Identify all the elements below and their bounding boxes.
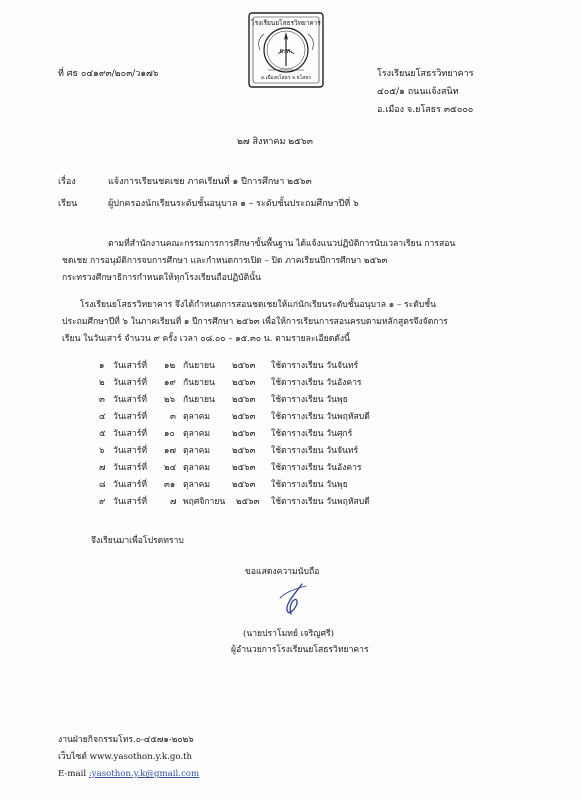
schedule-date: ๗ bbox=[170, 497, 177, 507]
email-link[interactable]: :yasothon.y.k@gmail.com bbox=[88, 769, 200, 779]
schedule-no: ๑ bbox=[99, 361, 105, 371]
svg-text:โรงเรียนยโสธรวิทยาคาร: โรงเรียนยโสธรวิทยาคาร bbox=[251, 19, 321, 27]
schedule-day: วันเสาร์ที่ bbox=[113, 446, 147, 456]
recipient-text: ผู้ปกครองนักเรียนระดับชั้นอนุบาล ๑ – ระดับชั้นประถมศึกษาปีที่ ๖ bbox=[108, 199, 359, 209]
para1-line2: ชดเชย การอนุมัติการจบการศึกษา และกำหนดการเปิด – ปิด ภาคเรียนปีการศึกษา ๒๕๖๓ bbox=[62, 256, 388, 266]
subject-text: แจ้งการเรียนชดเชย ภาคเรียนที่ ๑ ปีการศึกษา ๒๕๖๓ bbox=[108, 177, 312, 187]
address-line-2: อ.เมือง จ.ยโสธร ๓๕๐๐๐ bbox=[377, 105, 474, 115]
address-line-1: ๔๐๕/๑ ถนนแจ้งสนิท bbox=[377, 87, 459, 97]
schedule-year: ๒๕๖๓ bbox=[232, 429, 256, 439]
schedule-month: ตุลาคม bbox=[183, 429, 211, 439]
schedule-year: ๒๕๖๓ bbox=[232, 480, 256, 490]
schedule-timetable: ใช้ตารางเรียน วันจันทร์ bbox=[271, 446, 359, 456]
list-item bbox=[0, 445, 582, 459]
schedule-day: วันเสาร์ที่ bbox=[113, 429, 147, 439]
schedule-timetable: ใช้ตารางเรียน วันจันทร์ bbox=[271, 361, 359, 371]
list-item bbox=[0, 394, 582, 408]
schedule-day: วันเสาร์ที่ bbox=[113, 463, 147, 473]
para2-line3: เรียน ในวันเสาร์ จำนวน ๙ ครั้ง เวลา ๐๘.๐๐ – ๑๕.๓๐ น. ตามรายละเอียดดังนี้ bbox=[62, 334, 350, 344]
schedule-month: พฤศจิกายน bbox=[183, 497, 226, 507]
schedule-timetable: ใช้ตารางเรียน วันอังคาร bbox=[271, 378, 362, 388]
list-item bbox=[0, 360, 582, 374]
schedule-timetable: ใช้ตารางเรียน วันพุธ bbox=[271, 480, 348, 490]
schedule-day: วันเสาร์ที่ bbox=[113, 480, 147, 490]
schedule-year: ๒๕๖๓ bbox=[232, 378, 256, 388]
list-item bbox=[0, 462, 582, 476]
schedule-day: วันเสาร์ที่ bbox=[113, 361, 147, 371]
schedule-day: วันเสาร์ที่ bbox=[113, 395, 147, 405]
schedule-date: ๓๑ bbox=[164, 480, 176, 490]
para2-line1: โรงเรียนยโสธรวิทยาคาร จึงได้กำหนดการสอนชดเชยให้แก่นักเรียนระดับชั้นอนุบาล ๑ – ระดับชั้น bbox=[80, 300, 436, 310]
schedule-no: ๔ bbox=[99, 412, 106, 422]
schedule-month: ตุลาคม bbox=[183, 463, 211, 473]
schedule-date: ๑๒ bbox=[164, 361, 176, 371]
schedule-year: ๒๕๖๓ bbox=[232, 446, 256, 456]
schedule-month: ตุลาคม bbox=[183, 412, 211, 422]
school-seal-logo bbox=[246, 10, 326, 90]
schedule-month: ตุลาคม bbox=[183, 446, 211, 456]
schedule-year: ๒๕๖๓ bbox=[232, 395, 256, 405]
footer-email bbox=[58, 769, 199, 780]
schedule-year: ๒๕๖๓ bbox=[236, 497, 260, 507]
schedule-month: กันยายน bbox=[183, 395, 215, 405]
schedule-day: วันเสาร์ที่ bbox=[113, 378, 147, 388]
schedule-timetable: ใช้ตารางเรียน วันอังคาร bbox=[271, 463, 362, 473]
schedule-timetable: ใช้ตารางเรียน วันศุกร์ bbox=[271, 429, 353, 439]
schedule-year: ๒๕๖๓ bbox=[232, 463, 256, 473]
schedule-date: ๑๙ bbox=[164, 378, 176, 388]
schedule-timetable: ใช้ตารางเรียน วันพฤหัสบดี bbox=[271, 412, 370, 422]
signer-name: (นายปราโมทย์ เจริญศรี) bbox=[243, 629, 335, 639]
schedule-timetable: ใช้ตารางเรียน วันพฤหัสบดี bbox=[271, 497, 370, 507]
list-item bbox=[0, 411, 582, 425]
para1-line1: ตามที่สำนักงานคณะกรรมการการศึกษาขั้นพื้นฐาน ได้แจ้งแนวปฏิบัติการนับเวลาเรียน การสอน bbox=[108, 239, 456, 249]
closing-regards: ขอแสดงความนับถือ bbox=[245, 567, 320, 577]
list-item bbox=[0, 479, 582, 493]
subject-label: เรื่อง bbox=[58, 177, 76, 187]
schedule-no: ๖ bbox=[99, 446, 105, 456]
schedule-day: วันเสาร์ที่ bbox=[113, 412, 147, 422]
schedule-date: ๒๖ bbox=[164, 395, 176, 405]
list-item bbox=[0, 377, 582, 391]
schedule-year: ๒๕๖๓ bbox=[232, 412, 256, 422]
schedule-no: ๕ bbox=[99, 429, 106, 439]
recipient-label: เรียน bbox=[58, 199, 78, 209]
school-name: โรงเรียนยโสธรวิทยาคาร bbox=[377, 69, 474, 79]
footer-department: งานฝ่ายกิจกรรมโทร.๐-๔๕๗๑-๒๐๒๖ bbox=[58, 735, 194, 745]
schedule-date: ๑๐ bbox=[164, 429, 175, 439]
para2-line2: ประถมศึกษาปีที่ ๖ ในภาคเรียนที่ ๑ ปีการศึกษา ๒๕๖๓ เพื่อให้การเรียนการสอนครบตามหลักสูตรจึงจัดการ bbox=[62, 317, 448, 327]
signature-image bbox=[272, 580, 314, 618]
schedule-date: ๑๗ bbox=[164, 446, 176, 456]
schedule-date: ๒๔ bbox=[164, 463, 177, 473]
schedule-timetable: ใช้ตารางเรียน วันพุธ bbox=[271, 395, 348, 405]
closing-notice: จึงเรียนมาเพื่อโปรดทราบ bbox=[91, 536, 184, 546]
schedule-no: ๓ bbox=[99, 395, 105, 405]
schedule-no: ๙ bbox=[99, 497, 106, 507]
schedule-no: ๒ bbox=[99, 378, 105, 388]
para1-line3: กระทรวงศึกษาธิการกำหนดให้ทุกโรงเรียนถือปฏิบัตินั้น bbox=[62, 273, 261, 283]
footer-website[interactable]: เว็บไซต์ www.yasothon.y.k.go.th bbox=[58, 752, 193, 762]
email-label: E-mail bbox=[58, 769, 89, 779]
schedule-year: ๒๕๖๓ bbox=[232, 361, 256, 371]
list-item bbox=[0, 428, 582, 442]
list-item bbox=[0, 496, 582, 510]
schedule-day: วันเสาร์ที่ bbox=[113, 497, 147, 507]
svg-text:อ.เมืองยโสธร จ.ยโสธร: อ.เมืองยโสธร จ.ยโสธร bbox=[261, 75, 311, 81]
letter-date: ๒๗ สิงหาคม ๒๕๖๓ bbox=[237, 137, 313, 147]
schedule-date: ๓ bbox=[170, 412, 176, 422]
schedule-no: ๗ bbox=[99, 463, 106, 473]
schedule-month: กันยายน bbox=[183, 378, 215, 388]
schedule-no: ๘ bbox=[99, 480, 106, 490]
svg-text:ย.ท.: ย.ท. bbox=[279, 47, 293, 55]
schedule-month: กันยายน bbox=[183, 361, 215, 371]
signer-title: ผู้อำนวยการโรงเรียนยโสธรวิทยาคาร bbox=[231, 645, 369, 655]
schedule-month: ตุลาคม bbox=[183, 480, 211, 490]
document-number: ที่ ศธ ๐๔๑๙๓/๒๐๓/ว๑๗๖ bbox=[58, 69, 159, 79]
